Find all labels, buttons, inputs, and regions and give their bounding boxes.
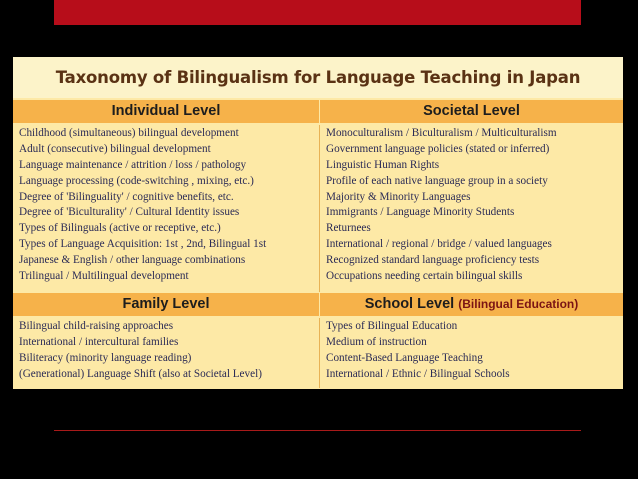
list-item: Biliteracy (minority language reading) (19, 351, 192, 364)
list-item: Content-Based Language Teaching (326, 351, 483, 364)
school-level-title: School Level (364, 296, 455, 312)
list-item: Bilingual child-raising approaches (19, 320, 174, 332)
family-level-list (19, 319, 317, 387)
list-item: Monoculturalism / Biculturalism / Multiculturalism (326, 127, 557, 139)
school-level-header (320, 293, 623, 316)
list-item: Childhood (simultaneous) bilingual development (19, 127, 239, 139)
list-item: Recognized standard language proficiency tests (326, 254, 540, 267)
list-item: Adult (consecutive) bilingual development (19, 142, 211, 155)
list-item: Returnees (326, 222, 371, 235)
list-item: International / regional / bridge / valued languages (326, 238, 552, 251)
societal-level-header: Societal Level (320, 100, 623, 123)
list-item: (Generational) Language Shift (also at Societal Level) (19, 367, 262, 380)
list-item: Types of Bilinguals (active or receptive, etc.) (19, 222, 221, 235)
individual-level-list (19, 126, 317, 291)
list-item: Medium of instruction (326, 335, 427, 348)
school-level-list (326, 319, 621, 387)
list-item: Language maintenance / attrition / loss / pathology (19, 158, 247, 171)
list-item: Degree of 'Biculturality' / Cultural Identity issues (19, 206, 240, 219)
bottom-rule (54, 430, 581, 431)
list-item: Trilingual / Multilingual development (19, 270, 189, 283)
list-item: Occupations needing certain bilingual skills (326, 270, 523, 283)
column-divider (319, 125, 320, 292)
list-item: Profile of each native language group in a society (326, 174, 548, 187)
list-item: Language processing (code-switching , mixing, etc.) (19, 174, 254, 187)
list-item: Majority & Minority Languages (326, 190, 471, 203)
list-item: Japanese & English / other language combinations (19, 254, 246, 267)
list-item: Types of Language Acquisition: 1st , 2nd, Bilingual 1st (19, 238, 267, 251)
list-item: Government language policies (stated or inferred) (326, 142, 550, 155)
list-item: Immigrants / Language Minority Students (326, 206, 515, 219)
list-item: International / intercultural families (19, 335, 179, 348)
table-title: Taxonomy of Bilingualism for Language Teaching in Japan (13, 57, 623, 98)
list-item: Types of Bilingual Education (326, 320, 458, 332)
family-level-header: Family Level (13, 293, 319, 316)
top-accent-bar (54, 0, 581, 25)
column-divider (319, 318, 320, 388)
list-item: Linguistic Human Rights (326, 158, 440, 171)
list-item: Degree of 'Bilinguality' / cognitive benefits, etc. (19, 190, 234, 203)
list-item: International / Ethnic / Bilingual Schools (326, 367, 510, 380)
individual-level-header: Individual Level (13, 100, 319, 123)
societal-level-list (326, 126, 621, 291)
school-level-subtitle: (Bilingual Education) (458, 297, 579, 311)
taxonomy-table (13, 57, 623, 389)
